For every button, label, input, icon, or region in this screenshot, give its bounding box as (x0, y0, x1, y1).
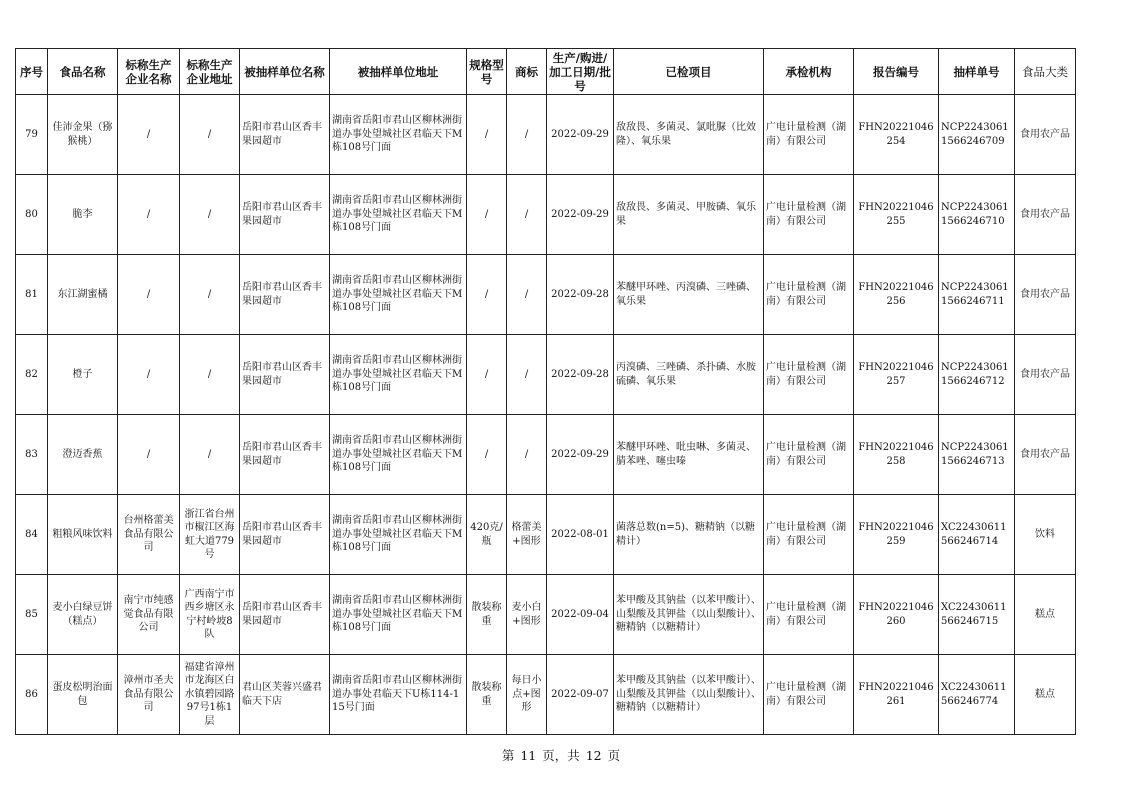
cell-producer-address: / (180, 175, 240, 255)
cell-producer-address: 广西南宁市西乡塘区永宁村岭坡8队 (180, 575, 240, 655)
cell-agency: 广电计量检测（湖南）有限公司 (764, 415, 854, 495)
header-producer-address: 标称生产企业地址 (180, 49, 240, 95)
cell-date: 2022-09-29 (547, 95, 614, 175)
cell-report-no: FHN20221046255 (854, 175, 939, 255)
cell-report-no: FHN20221046258 (854, 415, 939, 495)
header-food-name: 食品名称 (48, 49, 118, 95)
cell-items: 敌敌畏、多菌灵、氯吡脲（比效隆）、氧乐果 (614, 95, 764, 175)
cell-sampled-unit: 岳阳市君山区香丰果园超市 (240, 575, 330, 655)
cell-items: 苯醚甲环唑、丙溴磷、三唑磷、氧乐果 (614, 255, 764, 335)
cell-seq: 83 (16, 415, 48, 495)
inspection-table (15, 48, 1076, 735)
header-producer: 标称生产企业名称 (118, 49, 180, 95)
table-row (16, 95, 1076, 175)
cell-food-name: 澄迈香蕉 (48, 415, 118, 495)
cell-food-name: 粗粮风味饮料 (48, 495, 118, 575)
cell-sampled-unit: 岳阳市君山区香丰果园超市 (240, 175, 330, 255)
header-sample-no: 抽样单号 (939, 49, 1015, 95)
cell-sample-no: NCP22430611566246709 (939, 95, 1015, 175)
cell-sample-no: XC22430611566246774 (939, 655, 1015, 735)
cell-producer-address: 福建省漳州市龙海区白水镇碧园路97号1栋1层 (180, 655, 240, 735)
header-date: 生产/购进/加工日期/批号 (547, 49, 614, 95)
table-row (16, 415, 1076, 495)
cell-seq: 79 (16, 95, 48, 175)
cell-producer: / (118, 335, 180, 415)
table-row (16, 335, 1076, 415)
cell-producer-address: / (180, 95, 240, 175)
cell-seq: 86 (16, 655, 48, 735)
cell-producer: / (118, 415, 180, 495)
cell-food-name: 麦小白绿豆饼（糕点） (48, 575, 118, 655)
cell-seq: 85 (16, 575, 48, 655)
cell-spec: / (467, 175, 507, 255)
cell-sampled-address: 湖南省岳阳市君山区柳林洲街道办事处望城社区君临天下M栋108号门面 (330, 495, 467, 575)
cell-brand: / (507, 335, 547, 415)
cell-food-name: 佳沛金果（猕猴桃） (48, 95, 118, 175)
footer-total-pages: 12 (585, 748, 602, 763)
cell-sampled-unit: 岳阳市君山区香丰果园超市 (240, 415, 330, 495)
cell-sampled-address: 湖南省岳阳市君山区柳林洲街道办事处望城社区君临天下M栋108号门面 (330, 175, 467, 255)
cell-report-no: FHN20221046261 (854, 655, 939, 735)
cell-category: 食用农产品 (1015, 335, 1076, 415)
cell-category: 食用农产品 (1015, 415, 1076, 495)
cell-category: 食用农产品 (1015, 175, 1076, 255)
header-sampled-address: 被抽样单位地址 (330, 49, 467, 95)
cell-seq: 82 (16, 335, 48, 415)
cell-items: 苯甲酸及其钠盐（以苯甲酸计）、山梨酸及其钾盐（以山梨酸计）、糖精钠（以糖精计） (614, 655, 764, 735)
cell-brand: 麦小白+图形 (507, 575, 547, 655)
cell-date: 2022-09-28 (547, 335, 614, 415)
header-report-no: 报告编号 (854, 49, 939, 95)
cell-brand: / (507, 95, 547, 175)
table-body (16, 95, 1076, 735)
cell-category: 食用农产品 (1015, 95, 1076, 175)
cell-producer-address: / (180, 335, 240, 415)
page-footer (0, 746, 1122, 764)
footer-middle: 页，共 (542, 748, 580, 763)
cell-food-name: 脆李 (48, 175, 118, 255)
cell-spec: / (467, 415, 507, 495)
cell-spec: 散装称重 (467, 655, 507, 735)
header-category: 食品大类 (1015, 49, 1076, 95)
header-brand: 商标 (507, 49, 547, 95)
cell-items: 菌落总数(n=5)、糖精钠（以糖精计） (614, 495, 764, 575)
cell-date: 2022-08-01 (547, 495, 614, 575)
cell-seq: 81 (16, 255, 48, 335)
cell-producer: / (118, 175, 180, 255)
cell-category: 饮料 (1015, 495, 1076, 575)
cell-agency: 广电计量检测（湖南）有限公司 (764, 575, 854, 655)
cell-sampled-address: 湖南省岳阳市君山区柳林洲街道办事处望城社区君临天下M栋108号门面 (330, 575, 467, 655)
cell-brand: / (507, 255, 547, 335)
cell-brand: 每日小点+图形 (507, 655, 547, 735)
cell-sampled-address: 湖南省岳阳市君山区柳林洲街道办事处望城社区君临天下M栋108号门面 (330, 415, 467, 495)
cell-date: 2022-09-04 (547, 575, 614, 655)
cell-sampled-address: 湖南省岳阳市君山区柳林洲街道办事处望城社区君临天下M栋108号门面 (330, 95, 467, 175)
header-spec: 规格型号 (467, 49, 507, 95)
cell-seq: 80 (16, 175, 48, 255)
header-sampled-unit: 被抽样单位名称 (240, 49, 330, 95)
cell-agency: 广电计量检测（湖南）有限公司 (764, 175, 854, 255)
cell-producer: / (118, 255, 180, 335)
header-seq: 序号 (16, 49, 48, 95)
cell-items: 丙溴磷、三唑磷、杀扑磷、水胺硫磷、氧乐果 (614, 335, 764, 415)
cell-producer-address: 浙江省台州市椒江区海虹大道779号 (180, 495, 240, 575)
table-row (16, 175, 1076, 255)
cell-agency: 广电计量检测（湖南）有限公司 (764, 335, 854, 415)
cell-report-no: FHN20221046260 (854, 575, 939, 655)
cell-report-no: FHN20221046259 (854, 495, 939, 575)
cell-category: 糕点 (1015, 575, 1076, 655)
cell-spec: 散装称重 (467, 575, 507, 655)
cell-sampled-address: 湖南省岳阳市君山区柳林洲街道办事处望城社区君临天下M栋108号门面 (330, 255, 467, 335)
cell-agency: 广电计量检测（湖南）有限公司 (764, 255, 854, 335)
cell-food-name: 东江湖蜜橘 (48, 255, 118, 335)
header-row (16, 49, 1076, 95)
cell-agency: 广电计量检测（湖南）有限公司 (764, 655, 854, 735)
cell-category: 糕点 (1015, 655, 1076, 735)
cell-spec: 420克/瓶 (467, 495, 507, 575)
cell-producer: / (118, 95, 180, 175)
cell-brand: 格蕾美+图形 (507, 495, 547, 575)
cell-sampled-address: 湖南省岳阳市君山区柳林洲街道办事处君临天下U栋114-115号门面 (330, 655, 467, 735)
table-row (16, 655, 1076, 735)
cell-sampled-address: 湖南省岳阳市君山区柳林洲街道办事处望城社区君临天下M栋108号门面 (330, 335, 467, 415)
cell-agency: 广电计量检测（湖南）有限公司 (764, 495, 854, 575)
cell-sample-no: NCP22430611566246710 (939, 175, 1015, 255)
cell-sampled-unit: 岳阳市君山区香丰果园超市 (240, 495, 330, 575)
table-row (16, 575, 1076, 655)
footer-page-number: 11 (520, 748, 537, 763)
cell-items: 敌敌畏、多菌灵、甲胺磷、氧乐果 (614, 175, 764, 255)
cell-date: 2022-09-29 (547, 415, 614, 495)
cell-items: 苯醚甲环唑、吡虫啉、多菌灵、腈苯唑、噻虫嗪 (614, 415, 764, 495)
cell-producer: 南宁市纯感觉食品有限公司 (118, 575, 180, 655)
cell-items: 苯甲酸及其钠盐（以苯甲酸计）、山梨酸及其钾盐（以山梨酸计）、糖精钠（以糖精计） (614, 575, 764, 655)
cell-agency: 广电计量检测（湖南）有限公司 (764, 95, 854, 175)
cell-producer-address: / (180, 255, 240, 335)
cell-food-name: 蛋皮松明治面包 (48, 655, 118, 735)
cell-producer: 漳州市圣夫食品有限公司 (118, 655, 180, 735)
cell-report-no: FHN20221046256 (854, 255, 939, 335)
table-row (16, 255, 1076, 335)
cell-date: 2022-09-28 (547, 255, 614, 335)
cell-sampled-unit: 岳阳市君山区香丰果园超市 (240, 255, 330, 335)
cell-spec: / (467, 255, 507, 335)
header-items: 已检项目 (614, 49, 764, 95)
cell-report-no: FHN20221046254 (854, 95, 939, 175)
cell-spec: / (467, 95, 507, 175)
cell-sample-no: XC22430611566246714 (939, 495, 1015, 575)
cell-producer: 台州格蕾美食品有限公司 (118, 495, 180, 575)
cell-sample-no: NCP22430611566246712 (939, 335, 1015, 415)
cell-date: 2022-09-07 (547, 655, 614, 735)
cell-producer-address: / (180, 415, 240, 495)
header-agency: 承检机构 (764, 49, 854, 95)
cell-sample-no: NCP22430611566246711 (939, 255, 1015, 335)
cell-sampled-unit: 君山区芙蓉兴盛君临天下店 (240, 655, 330, 735)
cell-brand: / (507, 175, 547, 255)
footer-prefix: 第 (501, 748, 515, 763)
cell-spec: / (467, 335, 507, 415)
cell-sample-no: NCP22430611566246713 (939, 415, 1015, 495)
cell-food-name: 橙子 (48, 335, 118, 415)
cell-category: 食用农产品 (1015, 255, 1076, 335)
cell-brand: / (507, 415, 547, 495)
cell-sampled-unit: 岳阳市君山区香丰果园超市 (240, 335, 330, 415)
cell-seq: 84 (16, 495, 48, 575)
cell-date: 2022-09-29 (547, 175, 614, 255)
cell-sampled-unit: 岳阳市君山区香丰果园超市 (240, 95, 330, 175)
table-row (16, 495, 1076, 575)
cell-report-no: FHN20221046257 (854, 335, 939, 415)
cell-sample-no: XC22430611566246715 (939, 575, 1015, 655)
footer-suffix: 页 (607, 748, 621, 763)
